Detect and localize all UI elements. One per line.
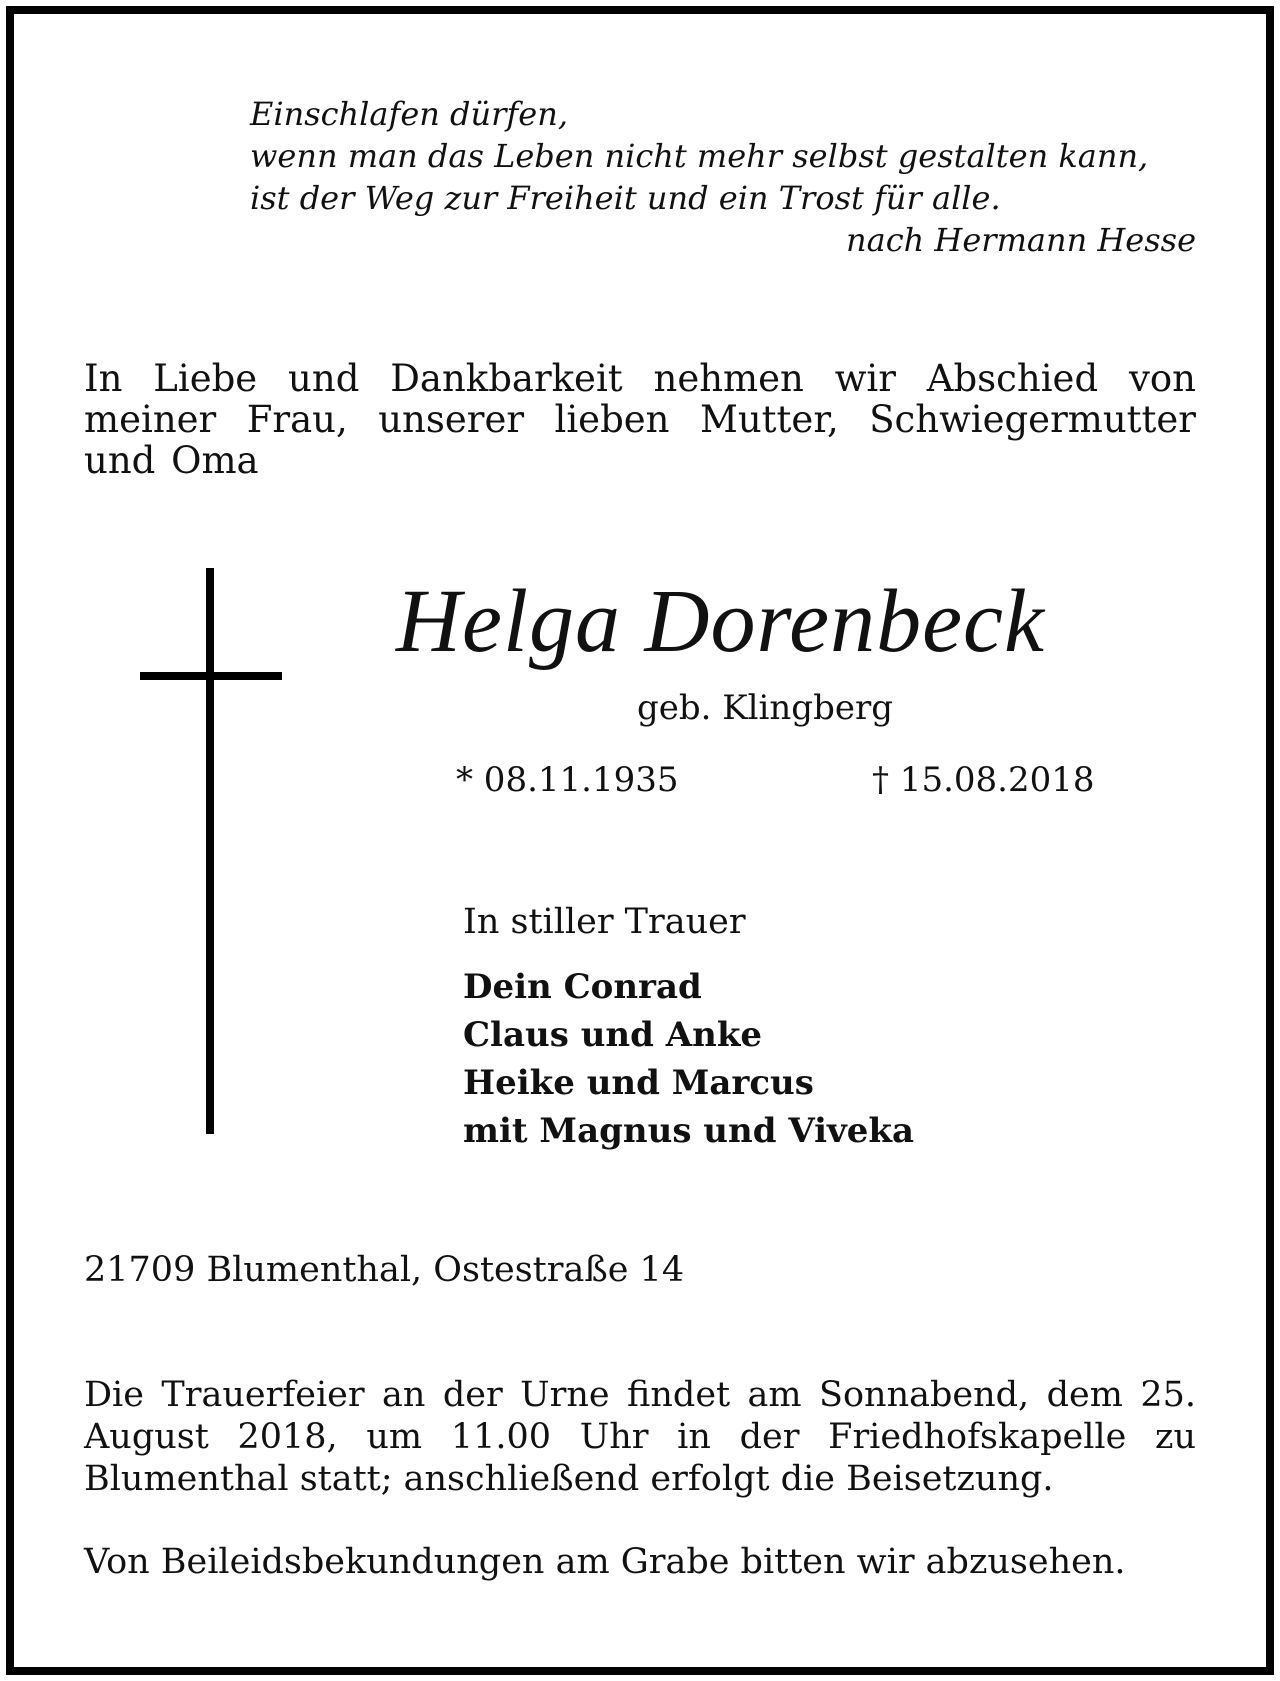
epigraph-quote bbox=[250, 93, 1196, 261]
quote-line: Einschlafen dürfen, bbox=[250, 95, 568, 133]
family-member: Dein Conrad bbox=[463, 967, 702, 1007]
death-date: † 15.08.2018 bbox=[872, 760, 1095, 800]
family-member: mit Magnus und Viveka bbox=[463, 1111, 915, 1151]
family-member: Heike und Marcus bbox=[463, 1063, 814, 1103]
mourning-heading: In stiller Trauer bbox=[463, 902, 746, 942]
birth-name: geb. Klingberg bbox=[637, 688, 893, 728]
birth-date: * 08.11.1935 bbox=[456, 760, 679, 800]
family-member: Claus und Anke bbox=[463, 1015, 763, 1055]
quote-line: ist der Weg zur Freiheit und ein Trost für alle. bbox=[250, 179, 1001, 217]
condolence-note: Von Beileidsbekundungen am Grabe bitten wir abzusehen. bbox=[84, 1542, 1126, 1582]
deceased-name: Helga Dorenbeck bbox=[396, 572, 1045, 671]
quote-line: wenn man das Leben nicht mehr selbst gestalten kann, bbox=[250, 137, 1149, 175]
family-list bbox=[463, 963, 914, 1155]
cross-horizontal-bar bbox=[140, 672, 282, 680]
ceremony-info: Die Trauerfeier an der Urne findet am Sonnabend, dem 25. August 2018, um 11.00 Uhr in der Friedhofskapelle zu Blumenthal statt; anschließend erfolgt die Beisetzung. bbox=[84, 1375, 1196, 1499]
address: 21709 Blumenthal, Ostestraße 14 bbox=[84, 1250, 685, 1290]
quote-author: nach Hermann Hesse bbox=[846, 221, 1196, 259]
farewell-intro: In Liebe und Dankbarkeit nehmen wir Abschied von meiner Frau, unserer lieben Mutter, Schwiegermutter und Oma bbox=[84, 357, 1196, 482]
cross-vertical-bar bbox=[206, 568, 214, 1134]
